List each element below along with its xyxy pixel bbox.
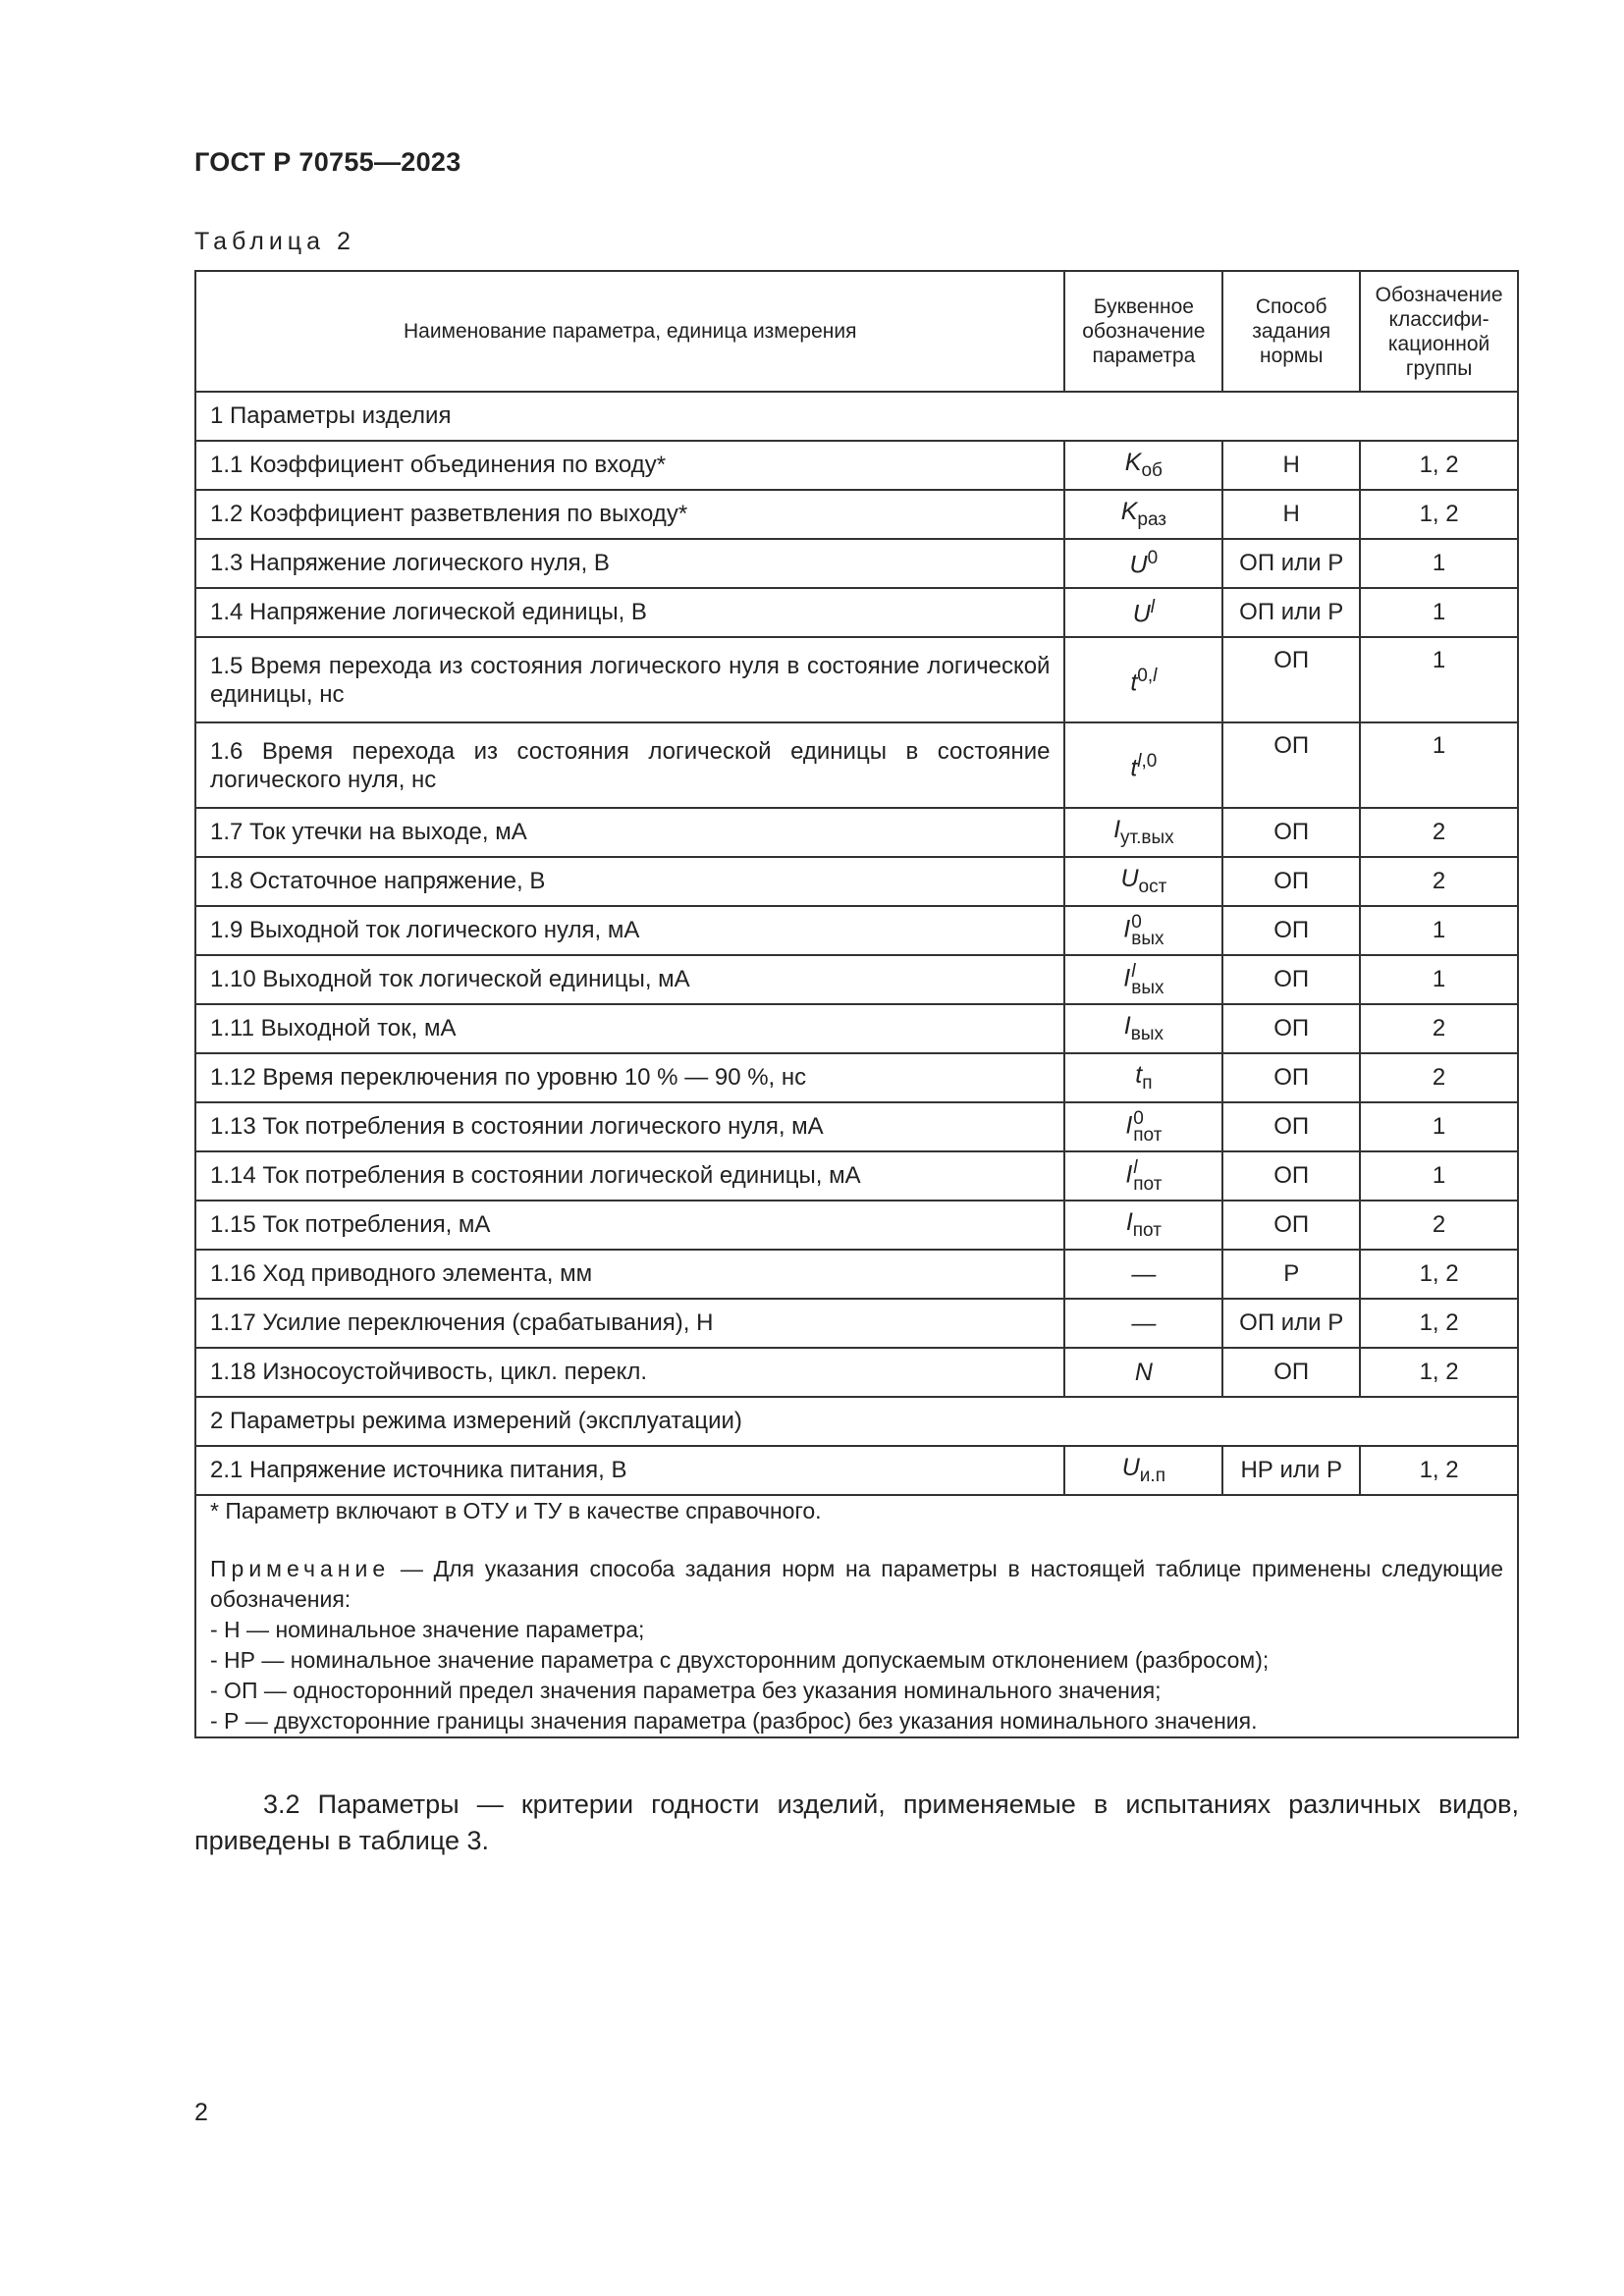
parameter-name: 1.17 Усилие переключения (срабатывания), Н [195, 1299, 1064, 1348]
norm-method: ОП [1222, 1102, 1360, 1151]
parameter-symbol: I 0 пот [1064, 1102, 1222, 1151]
table-row [195, 1151, 1518, 1201]
parameter-name: 1.2 Коэффициент разветвления по выходу* [195, 490, 1064, 539]
list-item: - Р — двухсторонние границы значения параметра (разброс) без указания номинального значения. [210, 1708, 1258, 1734]
parameter-symbol: I 0 вых [1064, 906, 1222, 955]
parameter-name: 1.5 Время перехода из состояния логического нуля в состояние логической единицы, нс [195, 637, 1064, 722]
class-group: 1 [1360, 588, 1518, 637]
note-list [210, 1615, 1503, 1736]
class-group: 1 [1360, 906, 1518, 955]
table-row [195, 1102, 1518, 1151]
class-group: 2 [1360, 808, 1518, 857]
footnote: * Параметр включают в ОТУ и ТУ в качестве справочного. [210, 1498, 822, 1523]
norm-method: Н [1222, 441, 1360, 490]
parameter-name: 1.3 Напряжение логического нуля, В [195, 539, 1064, 588]
table-row [195, 1201, 1518, 1250]
class-group: 1 [1360, 637, 1518, 722]
parameter-symbol: $K_{об}$ [1064, 441, 1222, 490]
parameter-symbol: N [1064, 1348, 1222, 1397]
norm-method: ОП [1222, 1004, 1360, 1053]
class-group: 1 [1360, 1102, 1518, 1151]
class-group: 1, 2 [1360, 441, 1518, 490]
norm-method: ОП [1222, 1201, 1360, 1250]
parameter-name: 1.16 Ход приводного элемента, мм [195, 1250, 1064, 1299]
table-row [195, 1004, 1518, 1053]
parameter-symbol: $I_{пот}$ [1064, 1201, 1222, 1250]
norm-method: ОП или Р [1222, 1299, 1360, 1348]
norm-method: ОП [1222, 1053, 1360, 1102]
parameter-symbol: I l вых [1064, 955, 1222, 1004]
parameter-name: 1.14 Ток потребления в состоянии логической единицы, мА [195, 1151, 1064, 1201]
section-header-row [195, 1397, 1518, 1446]
table-row [195, 857, 1518, 906]
table-row [195, 808, 1518, 857]
table-row [195, 539, 1518, 588]
page-number: 2 [194, 2099, 208, 2126]
column-header-norm-method: Способ задания нормы [1222, 271, 1360, 392]
table-row [195, 906, 1518, 955]
body-paragraph: 3.2 Параметры — критерии годности изделий, применяемые в испытаниях различных видов, приведены в таблице 3. [194, 1789, 1519, 1855]
norm-method: ОП или Р [1222, 539, 1360, 588]
norm-method: ОП [1222, 955, 1360, 1004]
list-item: - Н — номинальное значение параметра; [210, 1617, 645, 1642]
notes-cell [195, 1495, 1518, 1737]
section-header-row [195, 392, 1518, 441]
class-group: 1 [1360, 955, 1518, 1004]
column-header-name: Наименование параметра, единица измерения [195, 271, 1064, 392]
class-group: 1 [1360, 722, 1518, 808]
parameter-name: 1.10 Выходной ток логической единицы, мА [195, 955, 1064, 1004]
list-item: - ОП — односторонний предел значения параметра без указания номинального значения; [210, 1678, 1162, 1703]
section-title: 2 Параметры режима измерений (эксплуатации) [195, 1397, 1518, 1446]
norm-method: ОП [1222, 637, 1360, 722]
parameter-name: 1.15 Ток потребления, мА [195, 1201, 1064, 1250]
parameter-name: 1.11 Выходной ток, мА [195, 1004, 1064, 1053]
table-row [195, 637, 1518, 722]
parameter-symbol: $U_{и.п}$ [1064, 1446, 1222, 1495]
norm-method: ОП [1222, 1348, 1360, 1397]
parameter-name: 2.1 Напряжение источника питания, В [195, 1446, 1064, 1495]
parameter-symbol: $t^{0,l}$ [1064, 637, 1222, 722]
parameter-symbol: $U_{ост}$ [1064, 857, 1222, 906]
table-row [195, 1348, 1518, 1397]
parameter-symbol: $I_{вых}$ [1064, 1004, 1222, 1053]
table-row [195, 1250, 1518, 1299]
note-lead [210, 1554, 1503, 1615]
class-group: 1, 2 [1360, 1299, 1518, 1348]
table-row [195, 1446, 1518, 1495]
class-group: 2 [1360, 1004, 1518, 1053]
parameter-symbol: — [1064, 1250, 1222, 1299]
norm-method: Н [1222, 490, 1360, 539]
norm-method: ОП [1222, 857, 1360, 906]
table-row [195, 588, 1518, 637]
norm-method: НР или Р [1222, 1446, 1360, 1495]
class-group: 2 [1360, 1201, 1518, 1250]
document-header: ГОСТ Р 70755—2023 [194, 147, 461, 177]
table-caption: Таблица 2 [194, 228, 355, 255]
note-label: Примечание [210, 1556, 391, 1581]
norm-method: ОП [1222, 1151, 1360, 1201]
table-row [195, 1053, 1518, 1102]
parameter-name: 1.9 Выходной ток логического нуля, мА [195, 906, 1064, 955]
table-row [195, 1299, 1518, 1348]
section-title: 1 Параметры изделия [195, 392, 1518, 441]
norm-method: ОП [1222, 722, 1360, 808]
parameters-table [194, 270, 1519, 1738]
table-row [195, 722, 1518, 808]
parameter-name: 1.12 Время переключения по уровню 10 % — 90 %, нс [195, 1053, 1064, 1102]
table-header-row [195, 271, 1518, 392]
parameter-symbol: $t^{l,0}$ [1064, 722, 1222, 808]
parameter-name: 1.7 Ток утечки на выходе, мА [195, 808, 1064, 857]
class-group: 1, 2 [1360, 1250, 1518, 1299]
parameter-name: 1.6 Время перехода из состояния логической единицы в состояние логического нуля, нс [195, 722, 1064, 808]
table-row [195, 490, 1518, 539]
table-row [195, 441, 1518, 490]
parameter-symbol: $U^0$ [1064, 539, 1222, 588]
list-item: - НР — номинальное значение параметра с двухсторонним допускаемым отклонением (разбросом); [210, 1647, 1270, 1673]
parameter-name: 1.13 Ток потребления в состоянии логического нуля, мА [195, 1102, 1064, 1151]
parameter-name: 1.8 Остаточное напряжение, В [195, 857, 1064, 906]
norm-method: ОП [1222, 906, 1360, 955]
table-row [195, 955, 1518, 1004]
column-header-class-group: Обозначение классифи- кационной группы [1360, 271, 1518, 392]
class-group: 2 [1360, 857, 1518, 906]
class-group: 1 [1360, 1151, 1518, 1201]
parameter-name: 1.4 Напряжение логической единицы, В [195, 588, 1064, 637]
parameter-symbol: $t_п$ [1064, 1053, 1222, 1102]
parameter-symbol: I l пот [1064, 1151, 1222, 1201]
class-group: 1, 2 [1360, 490, 1518, 539]
norm-method: ОП или Р [1222, 588, 1360, 637]
class-group: 1 [1360, 539, 1518, 588]
class-group: 2 [1360, 1053, 1518, 1102]
notes-row [195, 1495, 1518, 1737]
parameter-name: 1.18 Износоустойчивость, цикл. перекл. [195, 1348, 1064, 1397]
column-header-symbol: Буквенное обозначение параметра [1064, 271, 1222, 392]
parameter-symbol: $I_{ут.вых}$ [1064, 808, 1222, 857]
parameter-symbol: $U^l$ [1064, 588, 1222, 637]
norm-method: Р [1222, 1250, 1360, 1299]
norm-method: ОП [1222, 808, 1360, 857]
parameter-symbol: — [1064, 1299, 1222, 1348]
class-group: 1, 2 [1360, 1348, 1518, 1397]
note-text: — Для указания способа задания норм на параметры в настоящей таблице применены следующие обозначения: [210, 1556, 1503, 1612]
class-group: 1, 2 [1360, 1446, 1518, 1495]
parameter-name: 1.1 Коэффициент объединения по входу* [195, 441, 1064, 490]
parameter-symbol: $K_{раз}$ [1064, 490, 1222, 539]
table-body [195, 392, 1518, 1737]
